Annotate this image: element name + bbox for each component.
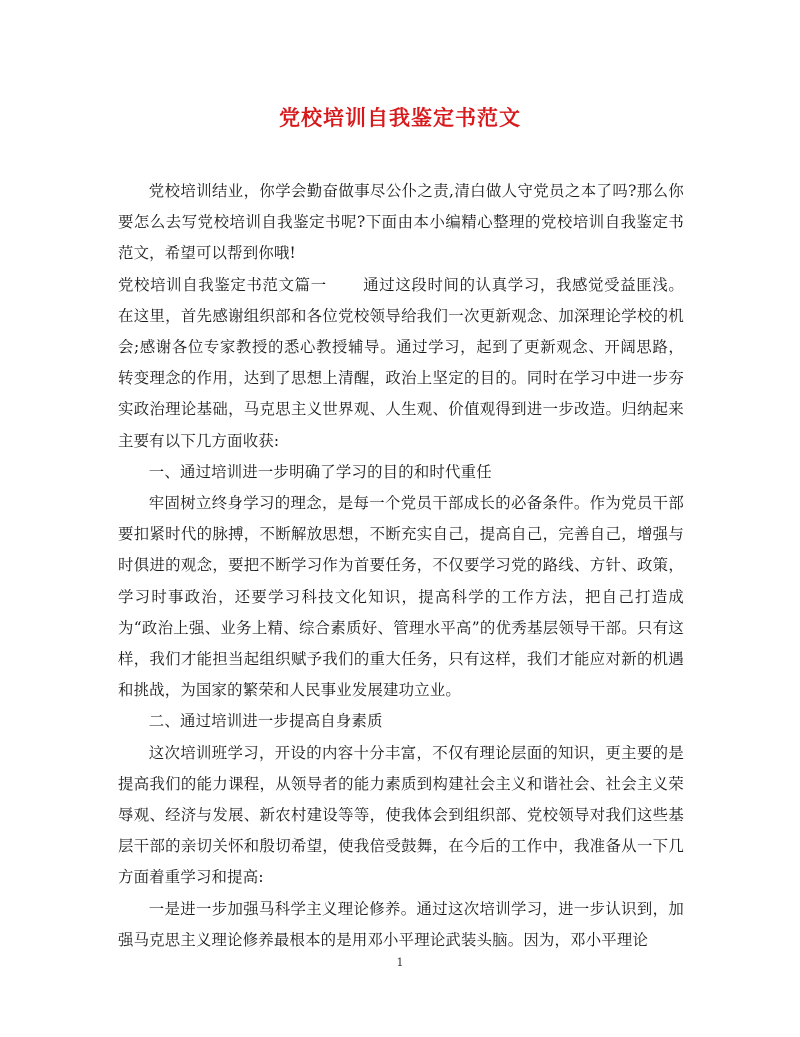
sample-heading: 党校培训自我鉴定书范文篇一 [118,275,327,294]
point-paragraph-1: 一是进一步加强马科学主义理论修养。通过这次培训学习，进一步认识到，加强马克思主义理论修养最根本的是用邓小平理论武装头脑。因为，邓小平理论 [118,899,684,949]
section-paragraph-1: 牢固树立终身学习的理念，是每一个党员干部成长的必备条件。作为党员干部要扣紧时代的脉搏，不断解放思想，不断充实自己，提高自己，完善自己，增强与时俱进的观念，要把不断学习作为首要任务，不仅要学习党的路线、方针、政策，学习时事政治，还要学习科技文化知识，提高科学的工作方法，把自己打造成为“政治上强、业务上精、综合素质好、管理水平高”的优秀基层领导干部。只有这样，我们才能担当起组织赋予我们的重大任务，只有这样，我们才能应对新的机遇和挑战，为国家的繁荣和人民事业发展建功立业。 [118,494,684,700]
sample-opening: 通过这段时间的认真学习，我感觉受益匪浅。在这里，首先感谢组织部和各位党校领导给我们一次更新观念、加深理论学校的机会;感谢各位专家教授的悉心教授辅导。通过学习，起到了更新观念、开阔思路，转变理念的作用，达到了思想上清醒，政治上坚定的目的。同时在学习中进一步夯实政治理论基础，马克思主义世界观、人生观、价值观得到进一步改造。归纳起来主要有以下几方面收获: [118,275,684,450]
section-heading-1: 一、通过培训进一步明确了学习的目的和时代重任 [148,462,492,481]
page-number: 1 [396,956,404,969]
document-title: 党校培训自我鉴定书范文 [279,105,521,130]
document-body [118,176,684,956]
sample-paragraph [118,270,684,457]
section-heading-2: 二、通过培训进一步提高自身素质 [148,712,383,731]
section-paragraph-2: 这次培训班学习，开设的内容十分丰富，不仅有理论层面的知识，更主要的是提高我们的能力课程，从领导者的能力素质到构建社会主义和谐社会、社会主义荣辱观、经济与发展、新农村建设等等，使我体会到组织部、党校领导对我们这些基层干部的亲切关怀和殷切希望，使我倍受鼓舞，在今后的工作中，我准备从一下几方面着重学习和提高: [118,743,684,887]
intro-paragraph: 党校培训结业，你学会勤奋做事尽公仆之责,清白做人守党员之本了吗?那么你要怎么去写党校培训自我鉴定书呢?下面由本小编精心整理的党校培训自我鉴定书范文，希望可以帮到你哦! [118,182,684,263]
